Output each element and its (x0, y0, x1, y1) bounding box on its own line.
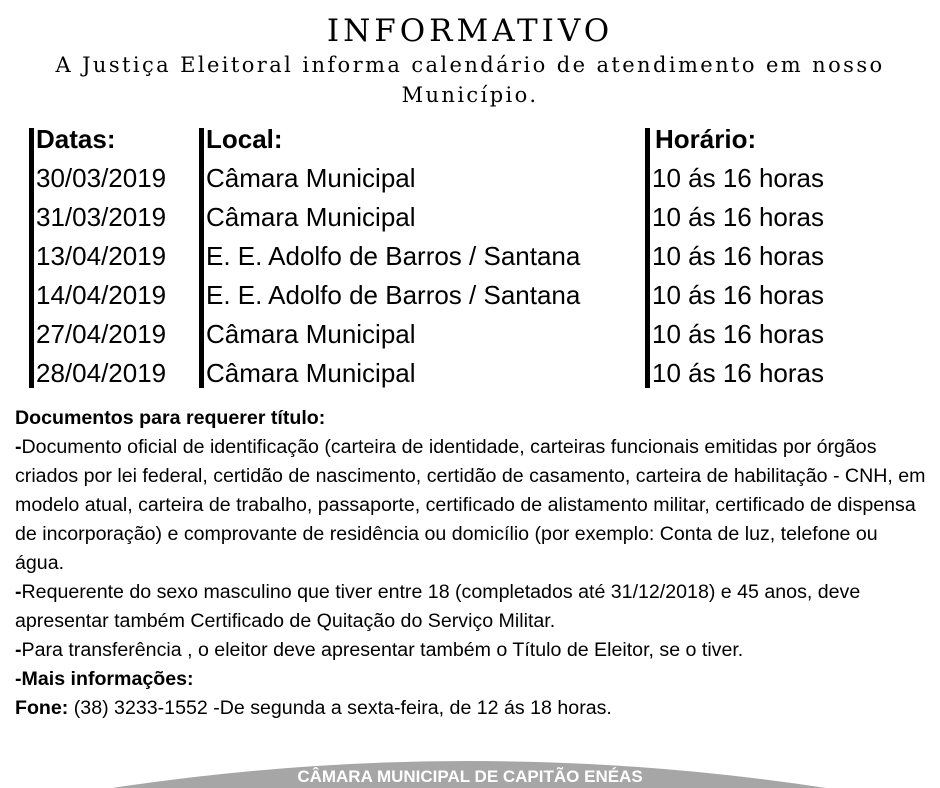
phone-text: (38) 3233-1552 -De segunda a sexta-feira, de 12 ás 18 horas. (68, 697, 612, 719)
page-subtitle: A Justiça Eleitoral informa calendário de atendimento em nosso Município. (55, 53, 885, 107)
location-cell: E. E. Adolfo de Barros / Santana (206, 241, 581, 271)
divider-bar (199, 128, 204, 388)
documents-section (15, 404, 930, 723)
date-cell: 28/04/2019 (36, 358, 167, 388)
date-cell: 27/04/2019 (36, 319, 167, 349)
more-info-heading: -Mais informações: (15, 668, 194, 690)
dates-header: Datas: (36, 124, 116, 154)
hours-cell: 10 ás 16 horas (652, 241, 825, 271)
location-cell: Câmara Municipal (206, 319, 416, 349)
location-column (206, 120, 580, 393)
document-item-text: Para transferência , o eleitor deve apresentar também o Título de Eleitor, se o tiver. (21, 639, 744, 661)
divider-bar (645, 128, 650, 388)
location-cell: Câmara Municipal (206, 202, 416, 232)
bullet-dash: - (15, 436, 22, 458)
hours-cell: 10 ás 16 horas (652, 358, 825, 388)
date-cell: 31/03/2019 (36, 202, 167, 232)
dates-column (36, 120, 166, 393)
hours-cell: 10 ás 16 horas (652, 319, 825, 349)
date-cell: 14/04/2019 (36, 280, 167, 310)
location-cell: Câmara Municipal (206, 163, 416, 193)
bullet-dash: - (15, 581, 22, 603)
hours-column (652, 120, 824, 393)
document-item-text: Documento oficial de identificação (carteira de identidade, carteiras funcionais emitidas por órgãos criados por lei federal, certidão de nascimento, certidão de casamento, carteira de habilitação - CNH, em modelo atual, carteira de trabalho, passaporte, certificado de alistamento militar, certificado de dispensa de incorporação) e comprovante de residência ou domicílio (por exemplo: Conta de luz, telefone ou água. (15, 436, 926, 574)
hours-cell: 10 ás 16 horas (652, 280, 825, 310)
page-title: INFORMATIVO (326, 13, 614, 49)
bullet-dash: - (15, 639, 22, 661)
location-header: Local: (206, 124, 283, 154)
document-item (15, 578, 930, 636)
document-item (15, 433, 930, 578)
documents-heading: Documentos para requerer título: (15, 407, 326, 429)
date-cell: 13/04/2019 (36, 241, 167, 271)
location-cell: Câmara Municipal (206, 358, 416, 388)
phone-label: Fone: (15, 697, 69, 719)
hours-header: Horário: (655, 124, 757, 154)
hours-cell: 10 ás 16 horas (652, 202, 825, 232)
document-item (15, 636, 930, 665)
footer-text: CÂMARA MUNICIPAL DE CAPITÃO ENÉAS (297, 767, 643, 786)
phone-line (15, 694, 930, 723)
date-cell: 30/03/2019 (36, 163, 167, 193)
document-item-text: Requerente do sexo masculino que tiver entre 18 (completados até 31/12/2018) e 45 anos, deve apresentar também Certificado de Quitação do Serviço Militar. (15, 581, 861, 632)
hours-cell: 10 ás 16 horas (652, 163, 825, 193)
location-cell: E. E. Adolfo de Barros / Santana (206, 280, 581, 310)
divider-bar (29, 128, 34, 388)
